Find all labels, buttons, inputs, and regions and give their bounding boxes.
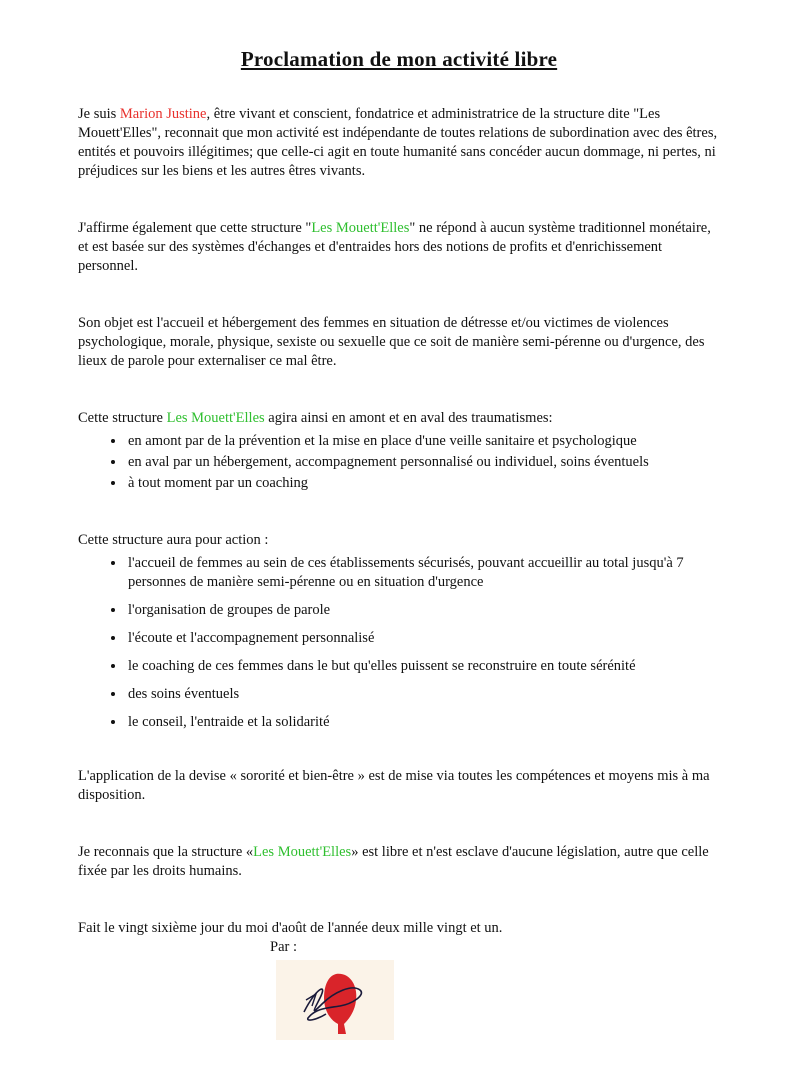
- structure-name: Les Mouett'Elles: [166, 410, 265, 426]
- paragraph-motto: L'application de la devise « sororité et bien-être » est de mise via toutes les compétences et moyens mis à ma disposition.: [78, 768, 710, 803]
- paragraph-trauma: Cette structure Les Mouett'Elles agira ainsi en amont et en aval des traumatismes:: [78, 410, 553, 426]
- par-label: Par :: [270, 939, 297, 955]
- paragraph-monetary: J'affirme également que cette structure "Les Mouett'Elles" ne répond à aucun système traditionnel monétaire, et est basée sur des systèmes d'échanges et d'entraides hors des notions de profits et d'enrichissement personnel.: [78, 220, 711, 274]
- paragraph-actions: Cette structure aura pour action :: [78, 532, 269, 548]
- signature-seal-icon: [276, 960, 394, 1040]
- paragraph-date: Fait le vingt sixième jour du moi d'août de l'année deux mille vingt et un.: [78, 920, 503, 936]
- paragraph-freedom: Je reconnais que la structure «Les Mouett'Elles» est libre et n'est esclave d'aucune législation, autre que celle fixée par les droits humains.: [78, 844, 709, 879]
- actions-list: [78, 554, 720, 732]
- paragraph-identity: Je suis Marion Justine, être vivant et conscient, fondatrice et administratrice de la structure dite "Les Mouett'Elles", reconnait que mon activité est indépendante de toutes relations de subordination avec des êtres, entités et pouvoirs illégitimes; que celle-ci agit en toute humanité sans concéder aucun dommage, ni pertes, ni préjudices sur les biens et les autres êtres vivants.: [78, 106, 718, 179]
- list-item: • le coaching de ces femmes dans le but qu'elles puissent se reconstruire en toute sérénité: [126, 657, 720, 676]
- list-item: • l'accueil de femmes au sein de ces établissements sécurisés, pouvant accueillir au total jusqu'à 7 personnes de manière semi-pérenne ou en situation d'urgence: [126, 554, 720, 592]
- list-item: • le conseil, l'entraide et la solidarité: [126, 713, 720, 732]
- document-title: Proclamation de mon activité libre: [240, 47, 558, 71]
- list-item: • des soins éventuels: [126, 685, 720, 704]
- structure-name: Les Mouett'Elles: [311, 220, 410, 236]
- list-item: • à tout moment par un coaching: [126, 474, 720, 493]
- list-item: • en amont par de la prévention et la mise en place d'une veille sanitaire et psychologique: [126, 432, 720, 451]
- list-item: • l'organisation de groupes de parole: [126, 601, 720, 620]
- trauma-list: [78, 432, 720, 493]
- paragraph-purpose: Son objet est l'accueil et hébergement des femmes en situation de détresse et/ou victimes de violences psychologique, morale, physique, sexiste ou sexuelle que ce soit de manière semi-pérenne ou d'urgence, des lieux de parole pour externaliser ce mal être.: [78, 315, 705, 369]
- structure-name: Les Mouett'Elles: [253, 844, 352, 860]
- founder-name: Marion Justine: [119, 106, 207, 122]
- list-item: • l'écoute et l'accompagnement personnalisé: [126, 629, 720, 648]
- signature-image: [276, 960, 394, 1040]
- list-item: • en aval par un hébergement, accompagnement personnalisé ou individuel, soins éventuels: [126, 453, 720, 472]
